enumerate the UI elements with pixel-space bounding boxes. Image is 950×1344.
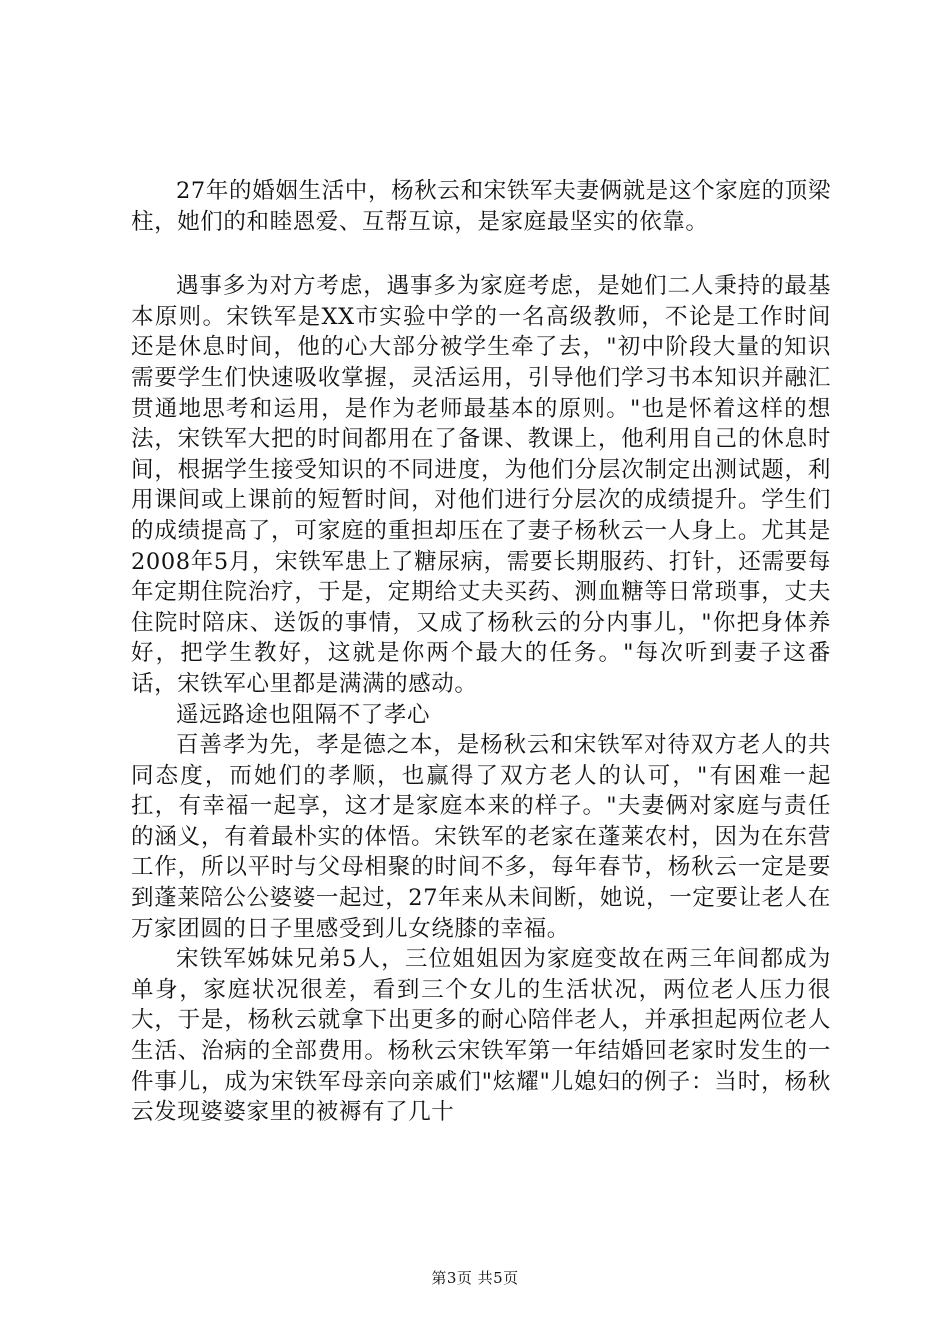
paragraph-gap	[131, 237, 831, 271]
paragraph-3: 百善孝为先，孝是德之本，是杨秋云和宋铁军对待双方老人的共同态度，而她们的孝顺，也赢得了双方老人的认可，"有困难一起扛，有幸福一起享，这才是家庭本来的样子。"夫妻俩对家庭与责任的涵义，有着最朴实的体悟。宋铁军的老家在蓬莱农村，因为在东营工作，所以平时与父母相聚的时间不多，每年春节，杨秋云一定是要到蓬莱陪公公婆婆一起过，27年来从未间断，她说，一定要让老人在万家团圆的日子里感受到儿女绕膝的幸福。	[131, 732, 831, 942]
section-heading: 遥远路途也阻隔不了孝心	[176, 701, 431, 728]
paragraph-4: 宋铁军姊妹兄弟5人，三位姐姐因为家庭变故在两三年间都成为单身，家庭状况很差，看到三个女儿的生活状况，两位老人压力很大，于是，杨秋云就拿下出更多的耐心陪伴老人，并承担起两位老人生活、治病的全部费用。杨秋云宋铁军第一年结婚回老家时发生的一件事儿，成为宋铁军母亲向亲戚们"炫耀"儿媳妇的例子：当时，杨秋云发现婆婆家里的被褥有了几十	[131, 946, 831, 1126]
paragraph-2: 遇事多为对方考虑，遇事多为家庭考虑，是她们二人秉持的最基本原则。宋铁军是XX市实验中学的一名高级教师，不论是工作时间还是休息时间，他的心大部分被学生牵了去，"初中阶段大量的知识需要学生们快速吸收掌握，灵活运用，引导他们学习书本知识并融汇贯通地思考和运用，是作为老师最基本的原则。"也是怀着这样的想法，宋铁军大把的时间都用在了备课、教课上，他利用自己的休息时间，根据学生接受知识的不同进度，为他们分层次制定出测试题，利用课间或上课前的短暂时间，对他们进行分层次的成绩提升。学生们的成绩提高了，可家庭的重担却压在了妻子杨秋云一人身上。尤其是2008年5月，宋铁军患上了糖尿病，需要长期服药、打针，还需要每年定期住院治疗，于是，定期给丈夫买药、测血糖等日常琐事，丈夫住院时陪床、送饭的事情，又成了杨秋云的分内事儿，"你把身体养好，把学生教好，这就是你两个最大的任务。"每次听到妻子这番话，宋铁军心里都是满满的感动。	[131, 273, 831, 697]
paragraph-1: 27年的婚姻生活中，杨秋云和宋铁军夫妻俩就是这个家庭的顶梁柱，她们的和睦恩爱、互帮互谅，是家庭最坚实的依靠。	[131, 178, 831, 235]
document-body	[131, 176, 831, 1128]
page-footer: 第3页 共5页	[431, 1269, 519, 1287]
